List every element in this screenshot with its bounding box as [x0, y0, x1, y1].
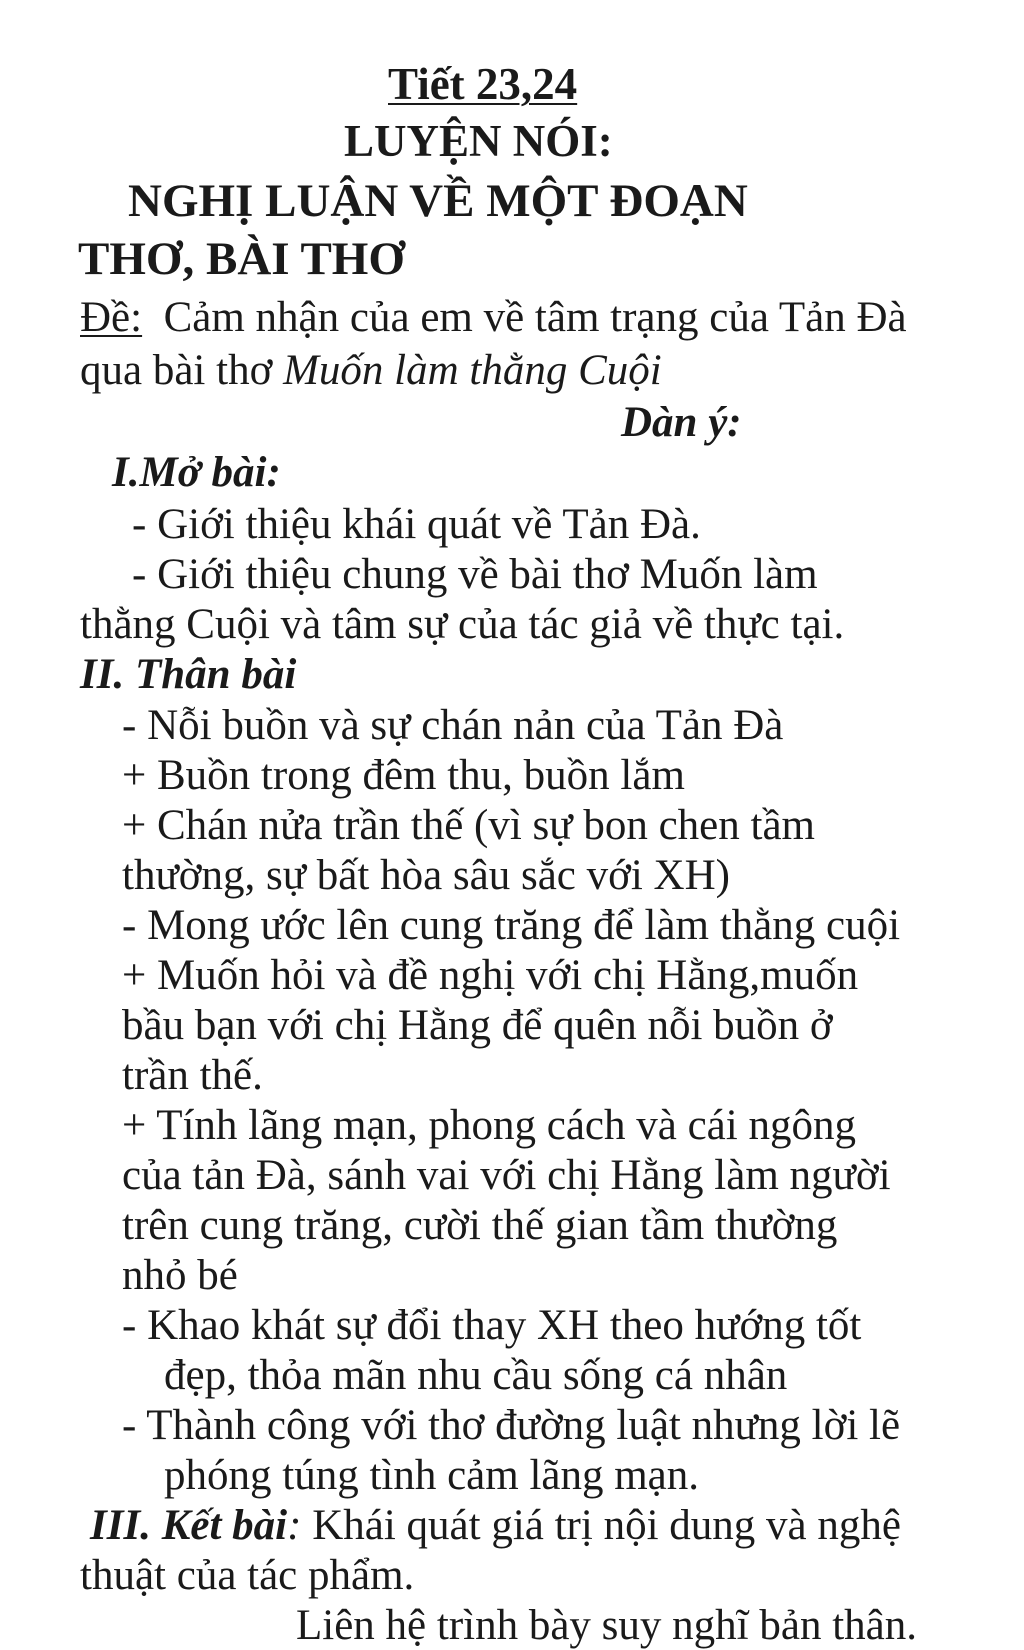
intro-line: thằng Cuội và tâm sự của tác giả về thực tại.: [80, 601, 845, 648]
prompt-line-1: [80, 296, 907, 339]
body-line: - Thành công với thơ đường luật nhưng lời lẽ: [122, 1402, 901, 1449]
intro-line: - Giới thiệu khái quát về Tản Đà.: [132, 501, 701, 548]
intro-heading: I.Mở bài:: [112, 449, 281, 496]
body-line: bầu bạn với chị Hằng để quên nỗi buồn ở: [122, 1002, 833, 1049]
prompt-line-2: [80, 349, 662, 392]
intro-line: - Giới thiệu chung về bài thơ Muốn làm: [132, 551, 818, 598]
body-line: + Buồn trong đêm thu, buồn lắm: [122, 752, 685, 799]
body-line: + Chán nửa trần thế (vì sự bon chen tầm: [122, 802, 815, 849]
conclusion-line-2: thuật của tác phẩm.: [80, 1552, 415, 1599]
prompt-text-1: Cảm nhận của em về tâm trạng của Tản Đà: [163, 294, 907, 341]
conclusion-heading: III. Kết bài: [90, 1502, 288, 1549]
prompt-label: Đề:: [80, 294, 143, 341]
body-line: phóng túng tình cảm lãng mạn.: [164, 1452, 700, 1499]
title-line-3: THƠ, BÀI THƠ: [78, 233, 405, 285]
title-line-2: NGHỊ LUẬN VỀ MỘT ĐOẠN: [128, 175, 748, 227]
title-line-1: LUYỆN NÓI:: [344, 116, 613, 166]
conclusion-line-1: [90, 1504, 901, 1547]
body-line: - Mong ước lên cung trăng để làm thằng cuội: [122, 902, 901, 949]
conclusion-colon: :: [287, 1502, 302, 1549]
body-line: đẹp, thỏa mãn nhu cầu sống cá nhân: [164, 1352, 788, 1399]
prompt-text-2: qua bài thơ: [80, 347, 284, 394]
conclusion-line-3: Liên hệ trình bày suy nghĩ bản thân.: [296, 1602, 917, 1649]
body-line: trần thế.: [122, 1052, 263, 1099]
body-line: nhỏ bé: [122, 1252, 238, 1299]
poem-title: Muốn làm thằng Cuội: [283, 347, 662, 394]
body-line: + Muốn hỏi và đề nghị với chị Hằng,muốn: [122, 952, 859, 999]
body-line: + Tính lãng mạn, phong cách và cái ngông: [122, 1102, 856, 1149]
conclusion-text-1: Khái quát giá trị nội dung và nghệ: [301, 1502, 901, 1549]
body-line: trên cung trăng, cười thế gian tầm thường: [122, 1202, 838, 1249]
body-line: - Nỗi buồn và sự chán nản của Tản Đà: [122, 702, 784, 749]
body-line: thường, sự bất hòa sâu sắc với XH): [122, 852, 730, 899]
lesson-number: Tiết 23,24: [388, 59, 578, 109]
outline-heading: Dàn ý:: [621, 399, 742, 446]
body-heading: II. Thân bài: [80, 651, 297, 698]
body-line: - Khao khát sự đổi thay XH theo hướng tốt: [122, 1302, 862, 1349]
body-line: của tản Đà, sánh vai với chị Hằng làm người: [122, 1152, 891, 1199]
